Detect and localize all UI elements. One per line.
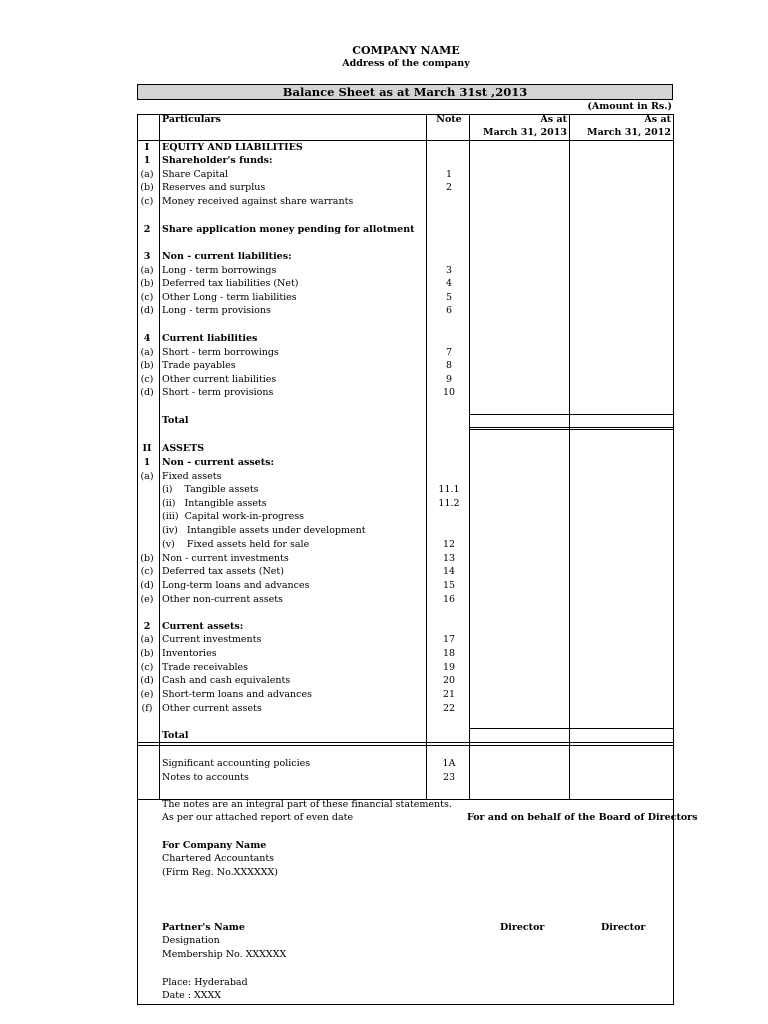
row-number: (a) (140, 634, 154, 645)
row-number: (c) (140, 662, 154, 673)
row-note: 13 (442, 553, 456, 564)
col-divider-num (159, 114, 160, 800)
firm-reg-line: (Firm Reg. No.XXXXXX) (162, 867, 278, 878)
row-particulars: Significant accounting policies (162, 758, 311, 769)
row-note: 6 (445, 305, 453, 316)
row-particulars: Current investments (162, 634, 262, 645)
row-number: (c) (140, 196, 154, 207)
row-particulars: Reserves and surplus (162, 182, 266, 193)
company-name: COMPANY NAME (352, 44, 460, 57)
row-note: 11.2 (438, 498, 460, 509)
row-particulars: Non - current assets: (162, 457, 274, 468)
chartered-accountants-line: Chartered Accountants (162, 853, 275, 864)
row-particulars: Total (162, 730, 189, 741)
row-particulars: Shareholder's funds: (162, 155, 273, 166)
row-particulars: (iv) Intangible assets under development (162, 525, 366, 536)
statement-title: Balance Sheet as at March 31st ,2013 (137, 84, 673, 100)
row-number: 1 (143, 155, 151, 166)
row-note: 14 (442, 566, 456, 577)
row-particulars: Long-term loans and advances (162, 580, 310, 591)
row-particulars: Deferred tax liabilities (Net) (162, 278, 299, 289)
row-number: (a) (140, 471, 154, 482)
row-particulars: Short-term loans and advances (162, 689, 312, 700)
row-particulars: Trade receivables (162, 662, 249, 673)
row-number: 2 (143, 224, 151, 235)
row-note: 16 (442, 594, 456, 605)
col-divider-previous (569, 114, 570, 800)
row-number: (b) (140, 360, 154, 371)
row-number: (e) (140, 594, 154, 605)
row-particulars: Long - term provisions (162, 305, 271, 316)
border-right (673, 114, 674, 1004)
row-particulars: Cash and cash equivalents (162, 675, 291, 686)
col-header-note: Note (436, 114, 462, 125)
row-particulars: Short - term provisions (162, 387, 274, 398)
company-address: Address of the company (342, 58, 470, 69)
row-number: (c) (140, 566, 154, 577)
row-particulars: Other current liabilities (162, 374, 277, 385)
row-note: 21 (442, 689, 456, 700)
row-number: (a) (140, 169, 154, 180)
row-number: 4 (143, 333, 151, 344)
total-1-rule-a (469, 427, 674, 428)
row-note: 22 (442, 703, 456, 714)
row-number: (f) (141, 703, 153, 714)
row-note: 19 (442, 662, 456, 673)
membership-number: Membership No. XXXXXX (162, 949, 287, 960)
row-note: 3 (445, 265, 453, 276)
col-header-current-as-at: As at (540, 114, 567, 125)
row-particulars: (i) Tangible assets (162, 484, 259, 495)
col-header-previous-date: March 31, 2012 (587, 127, 671, 138)
col-header-previous-as-at: As at (644, 114, 671, 125)
border-left (137, 114, 138, 1004)
row-particulars: Long - term borrowings (162, 265, 277, 276)
board-behalf-line: For and on behalf of the Board of Directors (467, 812, 698, 823)
total-1-rule-b (469, 429, 674, 430)
row-note: 2 (445, 182, 453, 193)
row-number: (c) (140, 292, 154, 303)
col-header-particulars: Particulars (162, 114, 221, 125)
for-company-line: For Company Name (162, 840, 267, 851)
row-note: 9 (445, 374, 453, 385)
row-particulars: (ii) Intangible assets (162, 498, 267, 509)
row-particulars: Other current assets (162, 703, 262, 714)
row-number: 2 (143, 621, 151, 632)
notes-integral-line: The notes are an integral part of these financial statements. (162, 799, 452, 810)
col-header-current-date: March 31, 2013 (483, 127, 567, 138)
row-number: (d) (140, 305, 154, 316)
row-number: (a) (140, 265, 154, 276)
place-line: Place: Hyderabad (162, 977, 248, 988)
row-note: 1A (442, 758, 456, 769)
row-particulars: Current assets: (162, 621, 244, 632)
row-particulars: Notes to accounts (162, 772, 249, 783)
row-particulars: Non - current liabilities: (162, 251, 292, 262)
date-line: Date : XXXX (162, 990, 222, 1001)
row-particulars: Trade payables (162, 360, 236, 371)
director-signature-1: Director (500, 922, 545, 933)
row-particulars: Money received against share warrants (162, 196, 354, 207)
row-number: 3 (143, 251, 151, 262)
row-note: 20 (442, 675, 456, 686)
row-note: 12 (442, 539, 456, 550)
partner-designation: Designation (162, 935, 220, 946)
row-note: 18 (442, 648, 456, 659)
row-number: (e) (140, 689, 154, 700)
row-particulars: (v) Fixed assets held for sale (162, 539, 310, 550)
row-note: 11.1 (438, 484, 460, 495)
row-number: 1 (143, 457, 151, 468)
row-particulars: Inventories (162, 648, 217, 659)
amount-unit: (Amount in Rs.) (587, 101, 672, 112)
row-particulars: EQUITY AND LIABILITIES (162, 142, 303, 153)
row-particulars: Deferred tax assets (Net) (162, 566, 284, 577)
row-particulars: (iii) Capital work-in-progress (162, 511, 305, 522)
row-number: I (144, 142, 150, 153)
row-note: 10 (442, 387, 456, 398)
row-particulars: Fixed assets (162, 471, 222, 482)
row-note: 23 (442, 772, 456, 783)
row-number: (b) (140, 182, 154, 193)
director-signature-2: Director (601, 922, 646, 933)
total-1-rule-top (469, 414, 674, 415)
row-particulars: Share application money pending for allotment (162, 224, 415, 235)
row-note: 5 (445, 292, 453, 303)
row-particulars: Current liabilities (162, 333, 258, 344)
total-2-rule-b (137, 745, 674, 746)
row-particulars: Non - current investments (162, 553, 289, 564)
row-number: (b) (140, 648, 154, 659)
row-number: (b) (140, 553, 154, 564)
row-note: 8 (445, 360, 453, 371)
row-particulars: Share Capital (162, 169, 229, 180)
row-note: 1 (445, 169, 453, 180)
row-number: (d) (140, 580, 154, 591)
total-2-rule-a (137, 742, 674, 743)
row-note: 7 (445, 347, 453, 358)
row-note: 4 (445, 278, 453, 289)
row-particulars: Total (162, 415, 189, 426)
row-number: (b) (140, 278, 154, 289)
row-note: 17 (442, 634, 456, 645)
row-number: (d) (140, 675, 154, 686)
partner-name: Partner's Name (162, 922, 245, 933)
row-number: (d) (140, 387, 154, 398)
row-note: 15 (442, 580, 456, 591)
row-particulars: Other Long - term liabilities (162, 292, 297, 303)
report-line: As per our attached report of even date (162, 812, 354, 823)
row-particulars: Short - term borrowings (162, 347, 279, 358)
header-bottom-rule (137, 140, 674, 141)
row-particulars: ASSETS (162, 443, 205, 454)
total-2-rule-top (469, 728, 674, 729)
row-number: II (142, 443, 152, 454)
row-number: (c) (140, 374, 154, 385)
row-number: (a) (140, 347, 154, 358)
bottom-rule (137, 1004, 674, 1005)
row-particulars: Other non-current assets (162, 594, 283, 605)
